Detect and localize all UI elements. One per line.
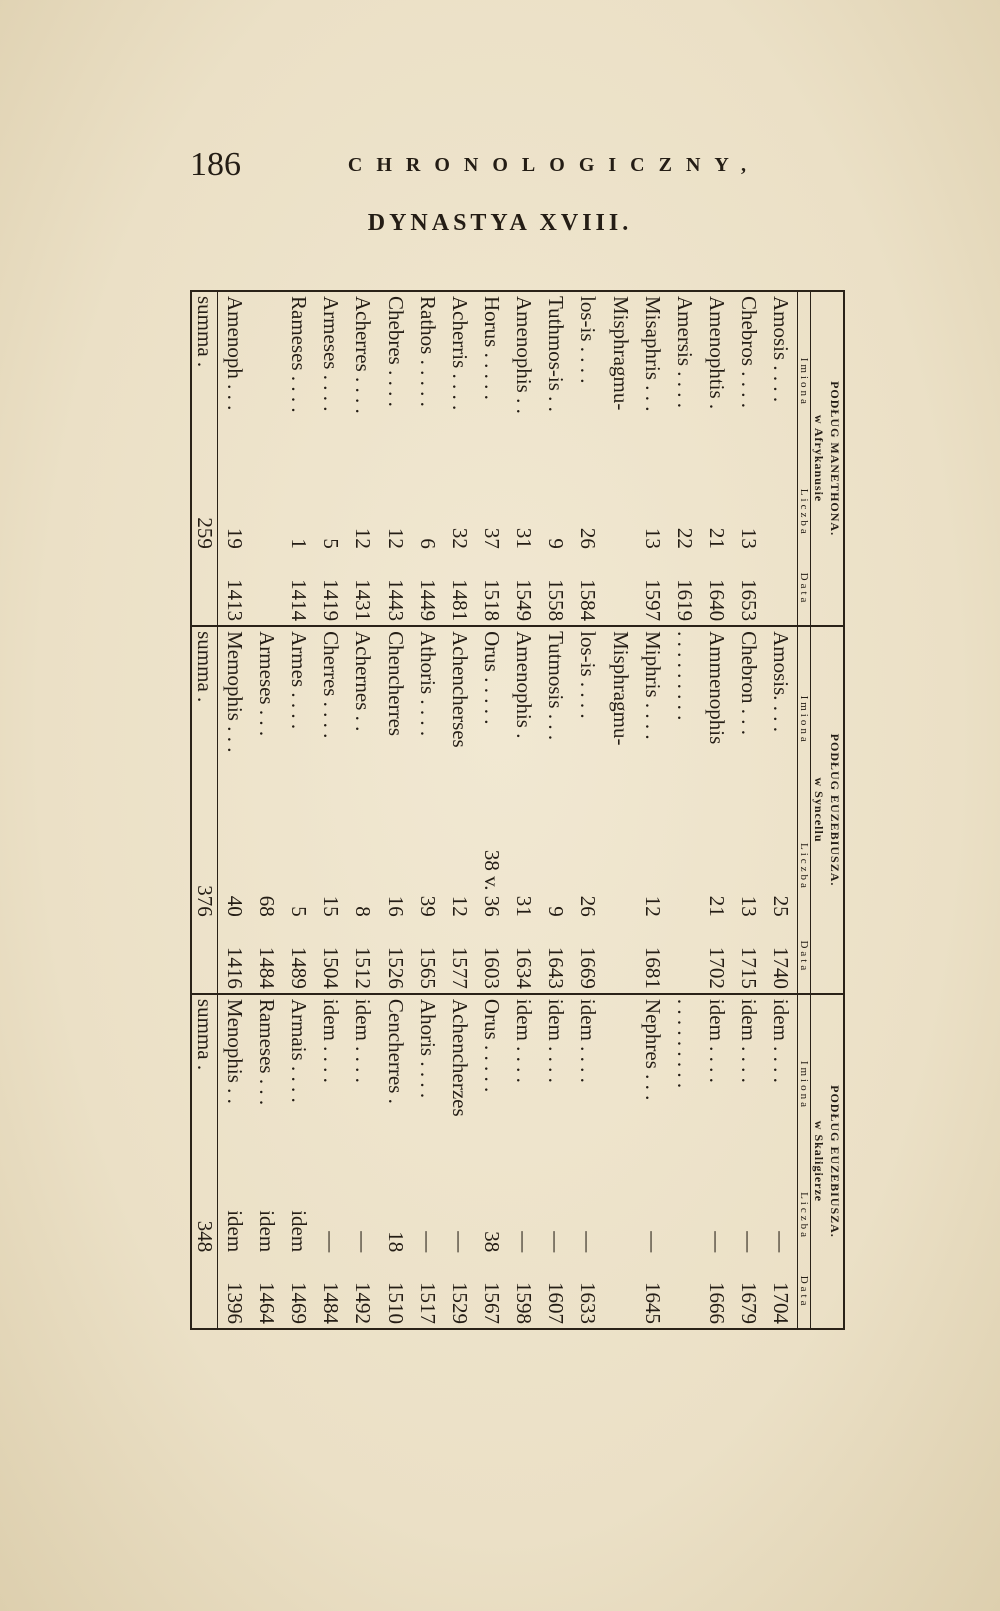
cell-date: 1619 xyxy=(668,553,700,626)
cell-number: idem xyxy=(255,1210,280,1253)
column-header-number: Liczba xyxy=(798,813,811,921)
cell-name: los-is . . . . xyxy=(576,631,601,719)
cell-date: 1603 xyxy=(475,921,507,994)
cell-number: 5 xyxy=(319,538,344,549)
cell-date: 1666 xyxy=(705,1282,730,1324)
cell-name: Tutmosis . . . xyxy=(544,631,569,741)
cell-name: Armeses . . . xyxy=(255,631,280,737)
cell-number: 31 xyxy=(512,527,537,549)
cell-name: Acherris . . . . xyxy=(447,296,472,411)
cell-name: . . . . . . . . . xyxy=(672,631,697,721)
cell-name: Orus . . . . . xyxy=(480,998,505,1093)
cell-number: 16 xyxy=(383,895,408,917)
totals-row xyxy=(192,292,218,1328)
table-row xyxy=(218,292,251,1328)
cell-number: 6 xyxy=(415,538,440,549)
cell-name: idem . . . . xyxy=(769,998,794,1083)
cell-date xyxy=(604,1256,636,1328)
table-row xyxy=(283,292,315,1328)
table-row xyxy=(379,292,411,1328)
cell-date: 1669 xyxy=(572,921,604,994)
cell-name: Amenophis . . xyxy=(512,296,537,414)
cell-date: 1510 xyxy=(383,1282,408,1324)
cell-name: idem . . . . xyxy=(351,998,376,1083)
cell-number: 32 xyxy=(447,527,472,549)
cell-number: 22 xyxy=(672,527,697,549)
cell-number: 1 xyxy=(287,538,312,549)
running-title: CHRONOLOGICZNY, xyxy=(347,153,760,176)
cell-name: Achencherses xyxy=(447,631,472,748)
cell-number: 26 xyxy=(576,895,601,917)
cell-number xyxy=(668,1176,700,1256)
table-row xyxy=(443,292,475,1328)
column-header-names: Imiona xyxy=(798,626,811,813)
cell-number: — xyxy=(576,1231,601,1253)
cell-date xyxy=(604,921,636,994)
cell-name: Memophis . . . xyxy=(222,631,247,753)
cell-number: 9 xyxy=(544,906,569,917)
cell-number: 13 xyxy=(737,527,762,549)
cell-date: 1414 xyxy=(283,553,315,626)
totals-label: summa . xyxy=(192,292,218,473)
cell-date: 1484 xyxy=(250,921,282,994)
page-number: 186 xyxy=(190,146,241,183)
cell-number: 19 xyxy=(222,527,247,549)
cell-name: Menophis . . xyxy=(222,998,247,1104)
cell-number: — xyxy=(447,1231,472,1253)
cell-number: 21 xyxy=(705,527,730,549)
cell-date: 1558 xyxy=(540,553,572,626)
cell-number: 37 xyxy=(480,527,505,549)
cell-date: 1577 xyxy=(443,921,475,994)
cell-date xyxy=(250,553,282,626)
cell-number: — xyxy=(351,1231,376,1253)
column-header-date: Data xyxy=(798,553,811,626)
cell-number xyxy=(604,1176,636,1256)
cell-number: 40 xyxy=(222,895,247,917)
cell-date xyxy=(604,553,636,626)
column-header-date: Data xyxy=(798,1256,811,1328)
cell-name: Athoris . . . . xyxy=(415,631,440,737)
cell-name: idem . . . . xyxy=(705,998,730,1083)
cell-number: — xyxy=(512,1231,537,1253)
cell-number: 12 xyxy=(351,527,376,549)
cell-date xyxy=(765,553,798,626)
cell-name: Nephres . . . xyxy=(640,998,665,1101)
cell-name: idem . . . . xyxy=(319,998,344,1083)
dynasty-title: DYNASTYA XVIII. xyxy=(367,210,633,236)
cell-number: — xyxy=(415,1231,440,1253)
cell-date: 1645 xyxy=(640,1282,665,1324)
total-manetho: 259 xyxy=(192,473,218,553)
cell-name: Cherres . . . . xyxy=(319,631,344,739)
cell-date: 1740 xyxy=(765,921,798,994)
cell-name: Cencherres . xyxy=(383,998,408,1104)
cell-date: 1567 xyxy=(480,1282,505,1324)
cell-date: 1549 xyxy=(508,553,540,626)
cell-name: Amenophtis . xyxy=(705,296,730,410)
cell-date: 1481 xyxy=(443,553,475,626)
cell-date: 1597 xyxy=(636,553,668,626)
cell-date: 1413 xyxy=(218,553,251,626)
cell-name: Amosis . . . . xyxy=(769,296,794,403)
cell-date xyxy=(668,1256,700,1328)
cell-number: 15 xyxy=(319,895,344,917)
cell-date: 1598 xyxy=(512,1282,537,1324)
cell-number: — xyxy=(544,1231,569,1253)
cell-date: 1512 xyxy=(347,921,379,994)
cell-name: Armais . . . . xyxy=(287,998,312,1103)
group-header-scaliger: PODŁUG EUZEBIUSZA. w Skaligierze xyxy=(811,994,844,1328)
table-row xyxy=(572,292,604,1328)
cell-number xyxy=(668,813,700,921)
cell-name: Amenoph . . . xyxy=(222,296,247,411)
cell-name: Chebros . . . . xyxy=(737,296,762,408)
cell-name: Horus . . . . . xyxy=(480,296,505,400)
table-row xyxy=(604,292,636,1328)
totals-label: summa . xyxy=(192,626,218,813)
table-row xyxy=(508,292,540,1328)
cell-name: Amosis. . . . xyxy=(769,631,794,733)
cell-number: 18 xyxy=(383,1231,408,1253)
cell-number: 12 xyxy=(640,895,665,917)
cell-date: 1565 xyxy=(411,921,443,994)
cell-number: idem xyxy=(287,1210,312,1253)
cell-number: — xyxy=(319,1231,344,1253)
cell-name: los-is . . . . xyxy=(576,296,601,384)
table-row xyxy=(411,292,443,1328)
cell-name: Chencherres xyxy=(383,631,408,737)
cell-date: 1704 xyxy=(769,1282,794,1324)
cell-name: Rameses . . . . xyxy=(287,296,312,413)
cell-date: 1643 xyxy=(540,921,572,994)
cell-number: 13 xyxy=(640,527,665,549)
cell-number: 25 xyxy=(769,895,794,917)
cell-date: 1634 xyxy=(508,921,540,994)
cell-number: 26 xyxy=(576,527,601,549)
table-row xyxy=(765,292,798,1328)
cell-number: 9 xyxy=(544,538,569,549)
cell-name: idem . . . . xyxy=(544,998,569,1083)
cell-number: 12 xyxy=(447,895,472,917)
chronology-table-frame xyxy=(190,290,845,1330)
cell-date: 1653 xyxy=(733,553,765,626)
cell-date: 1443 xyxy=(379,553,411,626)
cell-date: 1517 xyxy=(415,1282,440,1324)
cell-number xyxy=(604,813,636,921)
cell-name: Amenophis . xyxy=(512,631,537,739)
cell-name: Amersis . . . . xyxy=(672,296,697,408)
cell-name: Misphragmu- xyxy=(608,631,633,746)
table-row xyxy=(636,292,668,1328)
totals-label: summa . xyxy=(192,994,218,1176)
cell-date: 1715 xyxy=(733,921,765,994)
cell-date: 1633 xyxy=(576,1282,601,1324)
cell-name: idem . . . . xyxy=(737,998,762,1083)
cell-number: 13 xyxy=(737,895,762,917)
cell-number: — xyxy=(737,1231,762,1253)
cell-name: . . . . . . . . . xyxy=(672,998,697,1089)
table-row xyxy=(315,292,347,1328)
cell-date: 1584 xyxy=(572,553,604,626)
chronology-table xyxy=(192,292,843,1328)
cell-name: Armes . . . . xyxy=(287,631,312,730)
cell-number: idem xyxy=(222,1210,247,1253)
cell-name: Rameses . . . xyxy=(255,998,280,1106)
cell-name: Misphragmu- xyxy=(608,296,633,411)
cell-name: Rathos . . . . . xyxy=(415,296,440,407)
table-row xyxy=(668,292,700,1328)
cell-name: Acherres . . . . xyxy=(351,296,376,414)
cell-number: — xyxy=(705,1231,730,1253)
cell-date: 1679 xyxy=(737,1282,762,1324)
running-header xyxy=(190,140,760,190)
cell-number: 38 v. 36 xyxy=(480,849,505,917)
cell-date: 1396 xyxy=(222,1282,247,1324)
cell-date: 1518 xyxy=(475,553,507,626)
column-header-names: Imiona xyxy=(798,994,811,1176)
cell-name: idem . . . . xyxy=(512,998,537,1083)
table-row xyxy=(347,292,379,1328)
cell-name: Achencherzes xyxy=(447,998,472,1117)
cell-number: 68 xyxy=(255,895,280,917)
cell-date: 1681 xyxy=(636,921,668,994)
column-header-names: Imiona xyxy=(798,292,811,473)
total-scaliger: 348 xyxy=(192,1176,218,1256)
cell-number: 5 xyxy=(287,906,312,917)
cell-number xyxy=(250,473,282,553)
cell-name: Ahoris . . . . xyxy=(415,998,440,1099)
table-row xyxy=(250,292,282,1328)
cell-name: Tuthmos-is . . xyxy=(544,296,569,412)
cell-name: Chebron . . . xyxy=(737,631,762,735)
cell-number xyxy=(604,473,636,553)
cell-number: 8 xyxy=(351,906,376,917)
cell-name: Armeses . . . . xyxy=(319,296,344,412)
cell-number: 38 xyxy=(480,1231,505,1253)
cell-date: 1419 xyxy=(315,553,347,626)
cell-date: 1526 xyxy=(379,921,411,994)
cell-name: Ammenophis xyxy=(705,631,730,745)
cell-number: 12 xyxy=(383,527,408,549)
cell-number: — xyxy=(640,1231,665,1253)
table-row xyxy=(475,292,507,1328)
cell-number: 39 xyxy=(415,895,440,917)
column-header-date: Data xyxy=(798,921,811,994)
cell-date: 1504 xyxy=(315,921,347,994)
table-row xyxy=(733,292,765,1328)
cell-name xyxy=(250,292,282,473)
column-header-number: Liczba xyxy=(798,1176,811,1256)
cell-number xyxy=(765,473,798,553)
cell-date: 1469 xyxy=(287,1282,312,1324)
table-row xyxy=(700,292,732,1328)
cell-date: 1489 xyxy=(283,921,315,994)
cell-date: 1416 xyxy=(218,921,251,994)
cell-date: 1449 xyxy=(411,553,443,626)
cell-date xyxy=(668,921,700,994)
cell-number: 21 xyxy=(705,895,730,917)
cell-number: — xyxy=(769,1231,794,1253)
group-header-syncellus: PODŁUG EUZEBIUSZA. w Syncellu xyxy=(811,626,844,994)
cell-date: 1492 xyxy=(351,1282,376,1324)
cell-name: Misaphris . . . xyxy=(640,296,665,412)
cell-name: idem . . . . xyxy=(576,998,601,1083)
total-syncellus: 376 xyxy=(192,813,218,921)
cell-date: 1464 xyxy=(255,1282,280,1324)
group-header-manetho: PODŁUG MANETHONA. w Afrykanusie xyxy=(811,292,844,626)
cell-name: Achernes . . xyxy=(351,631,376,732)
cell-date: 1431 xyxy=(347,553,379,626)
cell-name: Miphris . . . . xyxy=(640,631,665,740)
column-header-number: Liczba xyxy=(798,473,811,553)
cell-date: 1484 xyxy=(319,1282,344,1324)
cell-number: 31 xyxy=(512,895,537,917)
table-row xyxy=(540,292,572,1328)
cell-name: Chebres . . . . xyxy=(383,296,408,407)
cell-date: 1702 xyxy=(700,921,732,994)
chronology-table-rotated xyxy=(192,292,843,1328)
cell-date: 1529 xyxy=(447,1282,472,1324)
cell-date: 1640 xyxy=(700,553,732,626)
cell-name xyxy=(604,994,636,1176)
cell-date: 1607 xyxy=(544,1282,569,1324)
cell-name: Orus . . . . . xyxy=(480,631,505,725)
